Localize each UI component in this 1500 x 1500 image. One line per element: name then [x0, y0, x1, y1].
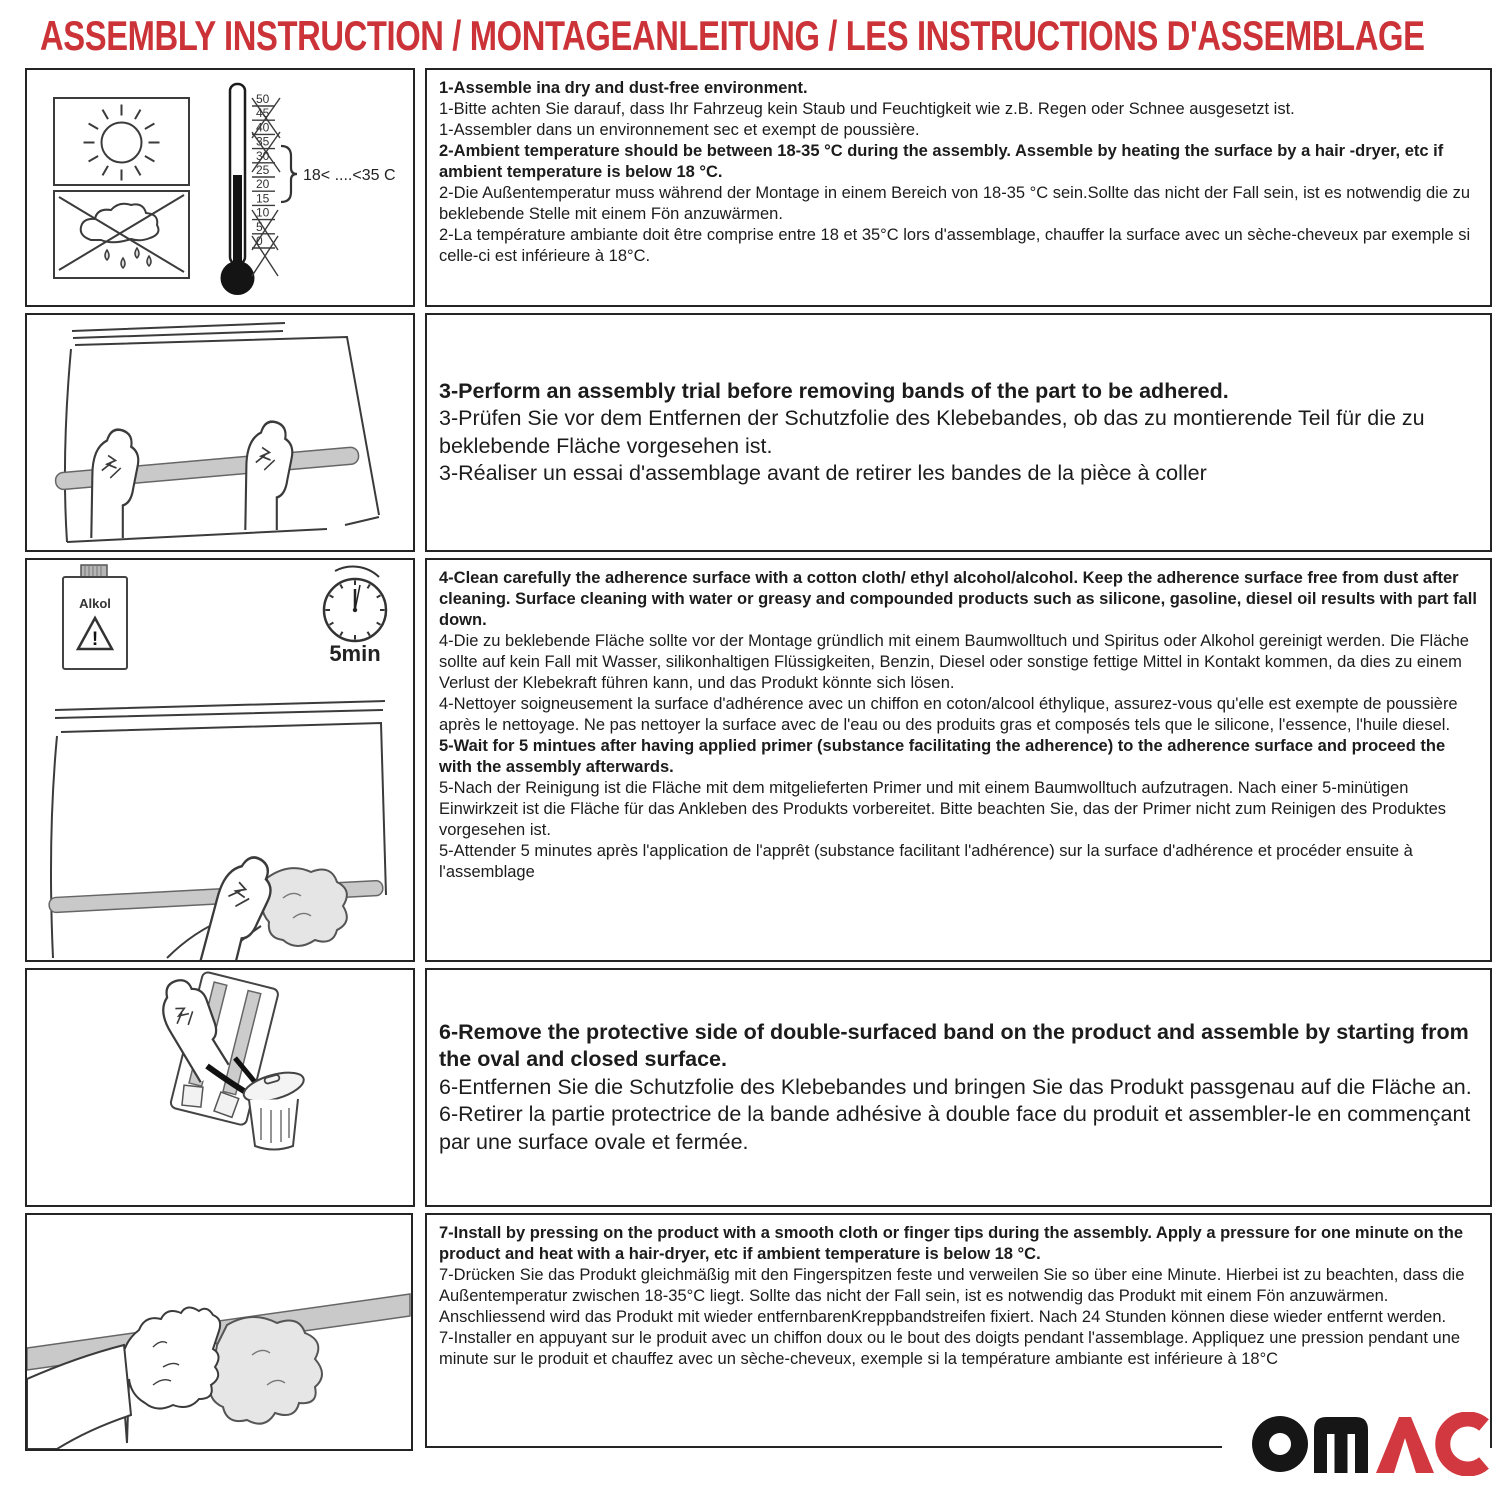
step-4-de: 4-Die zu beklebende Fläche sollte vor der Montage gründlich mit einem Baumwolltuch und Spiritus oder Alkohol gereinigt werden. Die Fläche sollte auf kein Fall mit Wasser, silikonhaltigen Flüssigkeiten, Benzin, Diesel oder sonstige fettige Mittel in Kontakt kommen, da dies zu einem Verlust der Klebekraft führen kann, und das Produkt könnte sich lösen.	[439, 632, 1469, 692]
clock-label: 5min	[329, 641, 381, 666]
step-6-de: 6-Entfernen Sie die Schutzfolie des Klebebandes und bringen Sie das Produkt passgenau auf die Fläche an.	[439, 1074, 1472, 1099]
peel-band-illustration	[27, 970, 413, 1205]
thermometer-tick-35: 35	[256, 134, 270, 149]
step-7-de: 7-Drücken Sie das Produkt gleichmäßig mit den Fingerspitzen feste und verweilen Sie so über eine Minute. Hierbei ist zu beachten, dass die Außentemperatur zwischen 18-35°C liegt. Sollte das nicht der Fall sein, ist es notwendig das Produkt mit einem Fön anzuwärmen. Anschliessend wird das Produkt mit wieder entfernbarenKreppbandstreifen fixiert. Nach 24 Stunden können diese wieder entfernt werden.	[439, 1266, 1465, 1326]
range-brace	[281, 146, 297, 202]
step-2-fr: 2-La température ambiante doit être comprise entre 18 et 35°C lors d'assemblage, chauffer la surface avec un sèche-cheveux par exemple si celle-ci est inférieure à 18°C.	[439, 226, 1471, 265]
section-3-text	[425, 558, 1492, 962]
illustration-environment	[25, 68, 415, 307]
no-rain-icon	[59, 195, 184, 272]
thermometer-tick-50: 50	[256, 92, 270, 106]
cloth	[262, 868, 346, 946]
illustration-clean-surface	[25, 558, 415, 962]
wipe-surface-illustration	[27, 560, 413, 960]
step-6-fr: 6-Retirer la partie protectrice de la bande adhésive à double face du produit et assembler-le en commençant par une surface ovale et fermée.	[439, 1102, 1471, 1154]
step-7-en: 7-Install by pressing on the product with a smooth cloth or finger tips during the assembly. Apply a pressure for one minute on the product and heat with a hair-dryer, etc if ambient temperature is below 18 °C.	[439, 1224, 1464, 1263]
step-6-en: 6-Remove the protective side of double-surfaced band on the product and assemble by starting from the oval and closed surface.	[439, 1019, 1469, 1072]
thermometer-tick-10: 10	[256, 205, 270, 220]
step-4-fr: 4-Nettoyer soigneusement la surface d'adhérence avec un chiffon en coton/alcool éthylique, assurez-vous qu'elle est exempte de poussière après le nettoyage. Ne pas nettoyer la surface avec de l'eau ou des produits gras et composés tels que le silicone, l'essence, l'huile diesel.	[439, 695, 1458, 734]
press-trim-illustration	[27, 1215, 411, 1449]
thermometer-icon	[221, 84, 396, 295]
thermometer-tick-5: 5	[256, 219, 263, 234]
thermometer-tick-40: 40	[256, 120, 270, 135]
thermometer-tick-45: 45	[256, 106, 270, 121]
page-title: ASSEMBLY INSTRUCTION / MONTAGEANLEITUNG / LES INSTRUCTIONS D'ASSEMBLAGE	[40, 12, 1425, 59]
step-2-en: 2-Ambient temperature should be between 18-35 °C during the assembly. Assemble by heating the surface by a hair -dryer, etc if ambient temperature is below 18 °C.	[439, 142, 1444, 181]
thermometer-tick-30: 30	[256, 148, 270, 163]
right-hand	[245, 422, 292, 530]
step-3-en: 3-Perform an assembly trial before removing bands of the part to be adhered.	[439, 378, 1229, 403]
thermometer-tick-25: 25	[256, 163, 270, 177]
thermometer-tick-0: 0	[256, 234, 263, 248]
clock-icon	[324, 567, 386, 666]
step-5-fr: 5-Attender 5 minutes après l'application de l'apprêt (substance facilitant l'adhérence) sur la surface d'adhérence et procéder ensuite à l'assemblage	[439, 842, 1413, 881]
warning-exclamation: !	[91, 629, 99, 650]
omac-logo-graphic	[1250, 1412, 1490, 1476]
pressing-hand	[122, 1307, 221, 1443]
illustration-press-install	[25, 1213, 413, 1451]
illustration-assembly-trial	[25, 313, 415, 552]
environment-illustration	[27, 70, 413, 305]
step-3-de: 3-Prüfen Sie vor dem Entfernen der Schutzfolie des Klebebandes, ob das zu montierende Teil für die zu beklebende Fläche vorgesehen ist.	[439, 406, 1425, 458]
step-4-en: 4-Clean carefully the adherence surface with a cotton cloth/ ethyl alcohol/alcohol. Keep the adherence surface free from dust after cleaning. Surface cleaning with water or greasy and compounded products such as silicone, gasoline, diesel oil results with part fall down.	[439, 569, 1477, 629]
step-3-fr: 3-Réaliser un essai d'assemblage avant de retirer les bandes de la pièce à coller	[439, 461, 1207, 485]
alcohol-bottle-icon	[63, 565, 127, 669]
step-2-de: 2-Die Außentemperatur muss während der Montage in einem Bereich von 18-35 °C sein.Sollte das nicht der Fall sein, ist es notwendig die zu beklebende Stelle mit einem Fön anzuwärmen.	[439, 184, 1471, 223]
step-1-en: 1-Assemble ina dry and dust-free environment.	[439, 79, 808, 97]
omac-logo	[1222, 1400, 1490, 1488]
step-7-fr: 7-Installer en appuyant sur le produit avec un chiffon doux ou le bout des doigts pendant l'assemblage. Appliquez une pression pendant une minute sur le produit et chauffez avec un sèche-cheveux, exemple si la température ambiante est inférieure à 18°C	[439, 1329, 1461, 1368]
step-5-en: 5-Wait for 5 mintues after having applied primer (substance facilitating the adherence) to the adherence surface and proceed the with the assembly afterwards.	[439, 737, 1446, 776]
cloth	[210, 1317, 322, 1424]
left-hand	[91, 430, 138, 538]
door-trim-trial-illustration	[27, 315, 413, 550]
step-1-fr: 1-Assembler dans un environnement sec et exempt de poussière.	[439, 121, 920, 139]
section-4-text	[425, 968, 1492, 1207]
section-1-text	[425, 68, 1492, 307]
step-1-de: 1-Bitte achten Sie darauf, dass Ihr Fahrzeug kein Staub und Feuchtigkeit wie z.B. Regen oder Schnee ausgesetzt ist.	[439, 100, 1295, 118]
illustration-remove-band	[25, 968, 415, 1207]
omac-logo-red-letters	[1376, 1417, 1484, 1473]
thermometer-tick-15: 15	[256, 191, 270, 206]
bottle-label: Alkol	[79, 596, 111, 611]
section-2-text	[425, 313, 1492, 552]
omac-logo-black-letters	[1252, 1416, 1368, 1473]
wiping-hand	[200, 851, 278, 960]
step-5-de: 5-Nach der Reinigung ist die Fläche mit dem mitgelieferten Primer und mit einem Baumwolltuch aufzutragen. Nach einer 5-minütigen Einwirkzeit ist die Fläche für das Ankleben des Produkts vorbereitet. Bitte beachten Sie, das der Primer nicht zum Reinigen des Produktes vorgesehen ist.	[439, 779, 1447, 839]
sun-icon	[84, 105, 160, 181]
temperature-range-label: 18< ....<35 C	[303, 167, 396, 184]
thermometer-tick-20: 20	[256, 177, 270, 192]
